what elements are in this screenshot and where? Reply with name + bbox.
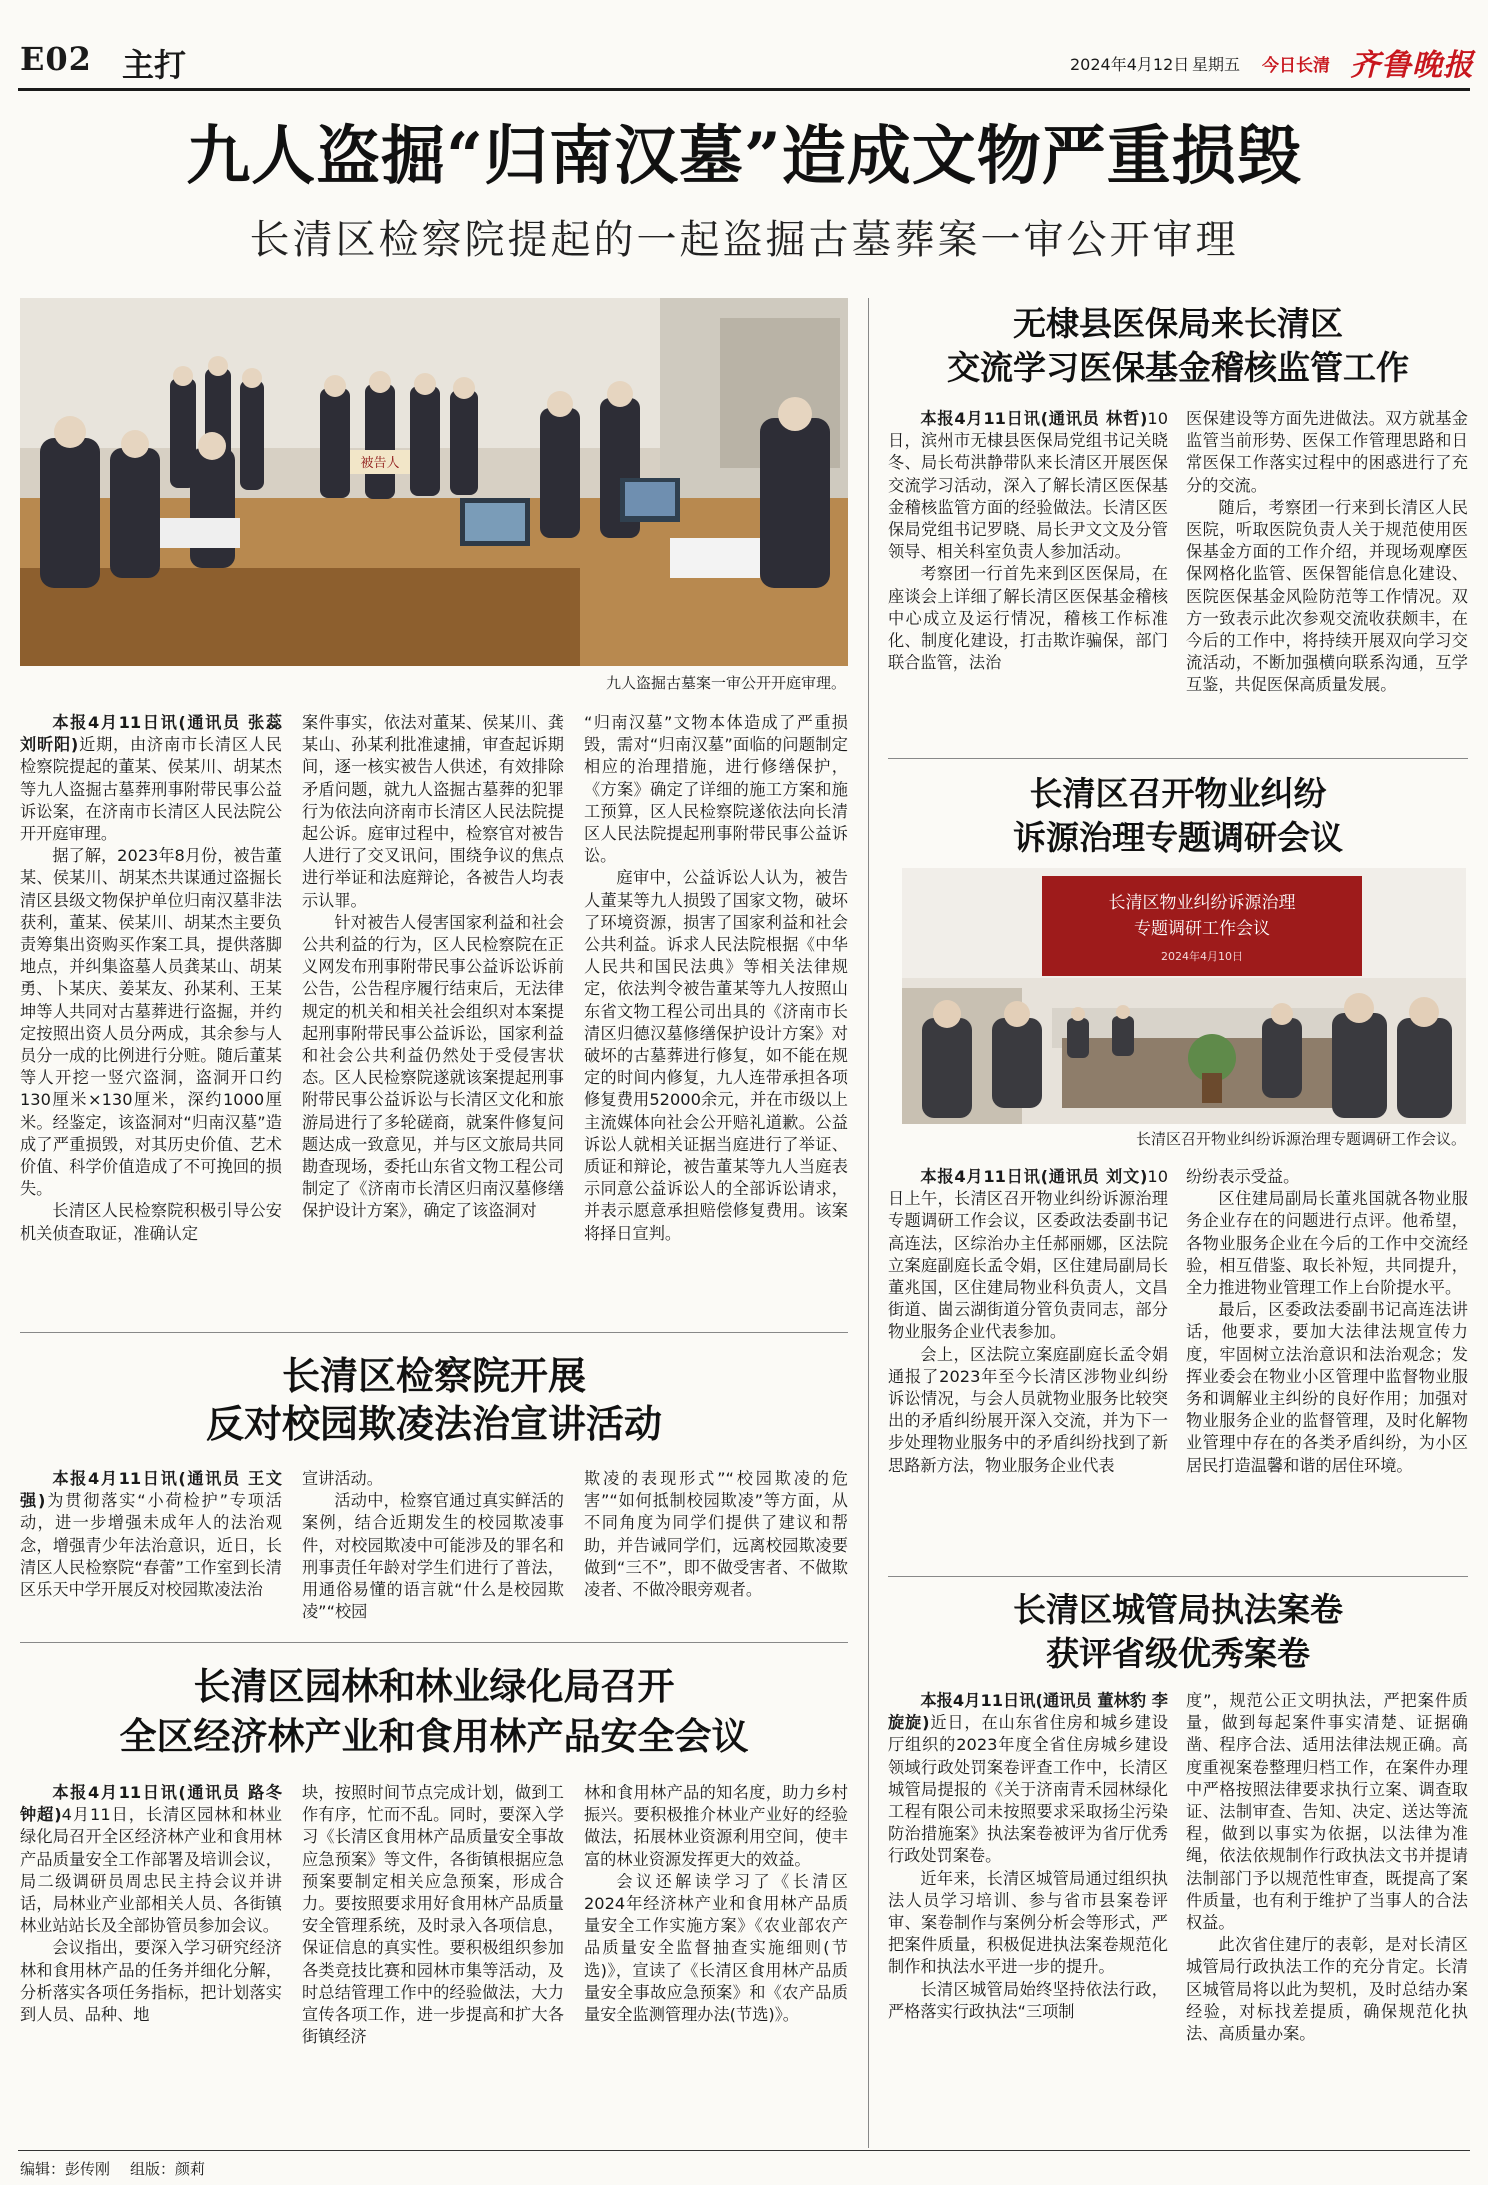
meeting-banner-date: 2024年4月10日 (1161, 950, 1243, 963)
forestry-story-para: 4月11日，长清区园林和林业绿化局召开全区经济林产业和食用林产品质量安全工作部署及培训会议，局二级调研员周忠民主持会议并讲话，局林业产业部相关人员、各街镇林业站站长及全部协管员参加会议。 (20, 1805, 282, 1936)
school-story-col1 (20, 1468, 282, 1628)
forestry-story-col1 (20, 1782, 282, 2142)
main-story-para: “归南汉墓”文物本体造成了严重损毁，需对“归南汉墓”面临的问题制定相应的治理措施，进行修缮保护，《方案》确定了详细的施工方案和施工预算，区人民检察院遂依法向长清区人民法院提起刑事附带民事公益诉讼。 (584, 713, 848, 866)
school-story-para: 欺凌的表现形式”“校园欺凌的危害”“如何抵制校园欺凌”等方面，从不同角度为同学们提供了建议和帮助，并告诫同学们，远离校园欺凌要做到“三不”，即不做受害者、不做欺凌者、不做冷眼旁观者。 (584, 1469, 848, 1600)
footer-rule (18, 2150, 1470, 2151)
section-divider (888, 758, 1468, 759)
section-name: 主打 (122, 46, 187, 84)
medical-story-para: 考察团一行首先来到区医保局，在座谈会上详细了解长清区医保基金稽核中心成立及运行情况，稽核工作标准化、制度化建设，打击欺诈骗保，部门联合监管，法治 (888, 564, 1168, 673)
school-story-para: 宣讲活动。 (302, 1469, 383, 1488)
meeting-photo (902, 868, 1466, 1124)
main-story-col2 (302, 712, 564, 1322)
property-headline-line2: 诉源治理专题调研会议 (1013, 818, 1343, 857)
medical-story-lead: 本报4月11日讯(通讯员 林哲) (920, 409, 1148, 428)
page-label: E02 (20, 40, 92, 78)
medical-story-col2 (1186, 408, 1468, 748)
main-subheadline: 长清区检察院提起的一起盗掘古墓葬案一审公开审理 (249, 217, 1239, 263)
main-story-para: 长清区人民检察院积极引导公安机关侦查取证，准确认定 (20, 1201, 282, 1243)
medical-headline-line1: 无棣县医保局来长清区 (1013, 304, 1343, 343)
medical-story-para: 10日，滨州市无棣县医保局党组书记关晓冬、局长苟洪静带队来长清区开展医保交流学习活动，深入了解长清区医保基金稽核监管方面的经验做法。长清区医保局党组书记罗晓、局长尹文文及分管领导、相关科室负责人参加活动。 (888, 409, 1168, 562)
property-story-para: 区住建局副局长董兆国就各物业服务企业存在的问题进行点评。他希望，各物业服务企业在今后的工作中交流经验，相互借鉴、取长补短，共同提升，全力推进物业管理工作上台阶提水平。 (1186, 1189, 1468, 1298)
medical-story-para: 医保建设等方面先进做法。双方就基金监管当前形势、医保工作管理思路和日常医保工作落实过程中的困惑进行了充分的交流。 (1186, 409, 1468, 495)
school-story-col3 (584, 1468, 848, 1628)
forestry-headline-line2: 全区经济林产业和食用林产品安全会议 (119, 1714, 749, 1758)
meeting-photo-caption: 长清区召开物业纠纷诉源治理专题调研工作会议。 (1135, 1130, 1466, 1148)
section-divider (888, 1576, 1468, 1577)
main-story-lead: 本报4月11日讯(通讯员 张蕊 刘昕阳) (20, 713, 282, 755)
property-story-lead: 本报4月11日讯(通讯员 刘文) (920, 1167, 1148, 1186)
meeting-banner-line2: 专题调研工作会议 (1134, 919, 1270, 939)
main-story-para: 案件事实，依法对董某、侯某川、龚某山、孙某利批准逮捕，审查起诉期间，逐一核实被告人供述，有效排除矛盾问题，就九人盗掘古墓葬的犯罪行为依法向济南市长清区人民法院提起公诉。庭审过程中，检察官对被告人进行了交叉讯问，围绕争议的焦点进行举证和法庭辩论，各被告人均表示认罪。 (302, 713, 564, 910)
section-divider (20, 1642, 848, 1643)
forestry-story-col2 (302, 1782, 564, 2142)
section-divider (20, 1332, 848, 1333)
medical-headline-line2: 交流学习医保基金稽核监管工作 (947, 348, 1409, 387)
property-story-col2 (1186, 1166, 1468, 1566)
urban-story-para: 度”，规范公正文明执法，严把案件质量，做到每起案件事实清楚、证据确凿、程序合法、适用法律法规正确。高度重视案卷整理归档工作，在案件办理中严格按照法律要求执行立案、调查取证、法制审查、告知、决定、送达等流程，做到以事实为依据，以法律为准绳，依法依规制作行政执法文书并提请法制部门予以规范性审查，既提高了案件质量，也有利于维护了当事人的合法权益。 (1186, 1691, 1468, 1933)
urban-story-para: 长清区城管局始终坚持依法行政，严格落实行政执法“三项制 (888, 1979, 1168, 2021)
school-headline-line1: 长清区检察院开展 (281, 1353, 586, 1398)
property-story-para: 10日上午，长清区召开物业纠纷诉源治理专题调研工作会议，区委政法委副书记高连法，区综治办主任郝丽娜，区法院立案庭副庭长孟令娟，区住建局副局长董兆国，区住建局物业科负责人，文昌街道、崮云湖街道分管负责同志，部分物业服务企业代表参加。 (888, 1167, 1168, 1342)
urban-story-para: 此次省住建厅的表彰，是对长清区城管局行政执法工作的充分肯定。长清区城管局将以此为契机，及时总结办案经验，对标找差提质，确保规范化执法、高质量办案。 (1186, 1935, 1468, 2044)
school-story-para: 活动中，检察官通过真实鲜活的案例，结合近期发生的校园欺凌事件，对校园欺凌中可能涉及的罪名和刑事责任年龄对学生们进行了普法，用通俗易懂的语言就“什么是校园欺凌”“校园 (302, 1491, 564, 1622)
header-rule (18, 88, 1470, 91)
urban-story-para: 近年来，长清区城管局通过组织执法人员学习培训、参与省市县案卷评审、案卷制作与案例分析会等形式，严把案件质量，积极促进执法案卷规范化制作和执法水平进一步的提升。 (888, 1868, 1168, 1977)
property-headline-line1: 长清区召开物业纠纷 (1029, 774, 1327, 813)
main-story-col1 (20, 712, 282, 1322)
footer-layout: 组版：颜莉 (130, 2160, 206, 2178)
property-story-para: 纷纷表示受益。 (1186, 1167, 1300, 1186)
meeting-photo-illustration (902, 868, 1466, 1124)
main-headline: 九人盗掘“归南汉墓”造成文物严重损毁 (186, 119, 1302, 194)
school-story-col2 (302, 1468, 564, 1628)
main-story-para: 庭审中，公益诉讼人认为，被告人董某等九人损毁了国家文物，破坏了环境资源，损害了国家利益和社会公共利益。诉求人民法院根据《中华人民共和国民法典》等相关法律规定，依法判令被告董某等九人按照山东省文物工程公司出具的《济南市长清区归德汉墓修缮保护设计方案》对破坏的古墓葬进行修复，如不能在规定的时间内修复，九人连带承担各项修复费用52000余元，并在市级以上主流媒体向社会公开赔礼道歉。公益诉讼人就相关证据当庭进行了举证、质证和辩论，被告董某等九人当庭表示同意公益诉讼人的全部诉讼请求，并表示愿意承担赔偿修复费用。该案将择日宣判。 (584, 868, 848, 1243)
issue-date: 2024年4月12日 (1070, 55, 1190, 74)
courtroom-photo (20, 298, 848, 666)
meeting-banner-line1: 长清区物业纠纷诉源治理 (1108, 893, 1296, 913)
footer-editor: 编辑：彭传刚 (20, 2160, 111, 2178)
edition-name: 今日长清 (1262, 56, 1330, 76)
main-story-para: 针对被告人侵害国家利益和社会公共利益的行为，区人民检察院在正义网发布刑事附带民事公益诉讼诉前公告，公告程序履行结束后，无法律规定的机关和相关社会组织对本案提起刑事附带民事公益诉讼，国家利益和社会公共利益仍然处于受侵害状态。区人民检察院遂就该案提起刑事附带民事公益诉讼与长清区文化和旅游局进行了多轮磋商，就案件修复问题达成一致意见，并与区文旅局共同勘查现场，委托山东省文物工程公司制定了《济南市长清区归南汉墓修缮保护设计方案》，确定了该盗洞对 (302, 912, 564, 1221)
forestry-story-para: 会议指出，要深入学习研究经济林和食用林产品的任务并细化分解，分析落实各项任务指标，把计划落实到人员、品种、地 (20, 1938, 282, 2025)
forestry-story-lead: 本报4月11日讯(通讯员 路冬 钟超) (20, 1783, 282, 1825)
forestry-story-para: 块，按照时间节点完成计划，做到工作有序，忙而不乱。同时，要深入学习《长清区食用林产品质量安全事故应急预案》等文件，各街镇根据应急预案要制定相关应急预案，形成合力。要按照要求用好食用林产品质量安全管理系统，及时录入各项信息，保证信息的真实性。要积极组织参加各类竞技比赛和园林市集等活动，及时总结管理工作中的经验做法，大力宣传各项工作，进一步提高和扩大各街镇经济 (302, 1783, 564, 2047)
forestry-story-para: 林和食用林产品的知名度，助力乡村振兴。要积极推介林业产业好的经验做法，拓展林业资源利用空间，使丰富的林业资源发挥更大的效益。 (584, 1783, 848, 1869)
issue-weekday: 星期五 (1192, 55, 1241, 74)
defendant-placard: 被告人 (360, 456, 400, 471)
forestry-story-para: 会议还解读学习了《长清区2024年经济林产业和食用林产品质量安全工作实施方案》《农业部农产品质量安全监督抽查实施细则(节选)》，宣读了《长清区食用林产品质量安全事故应急预案》和《农产品质量安全监测管理办法(节选)》。 (584, 1871, 848, 2025)
urban-headline-line2: 获评省级优秀案卷 (1046, 1634, 1310, 1673)
property-story-para: 最后，区委政法委副书记高连法讲话，他要求，要加大法律法规宣传力度，牢固树立法治意识和法治观念；发挥业委会在物业小区管理中监督物业服务和调解业主纠纷的良好作用；加强对物业服务企业的监督管理，及时化解物业管理中存在的各类矛盾纠纷，为小区居民打造温馨和谐的居住环境。 (1186, 1300, 1468, 1475)
property-story-col1 (888, 1166, 1168, 1566)
medical-story-col1 (888, 408, 1168, 748)
urban-story-para: 近日，在山东省住房和城乡建设厅组织的2023年度全省住房城乡建设领域行政处罚案卷评查工作中，长清区城管局提报的《关于济南青禾园林绿化工程有限公司未按照要求采取扬尘污染防治措施案》执法案卷被评为省厅优秀行政处罚案卷。 (888, 1713, 1168, 1866)
column-divider (868, 298, 869, 2148)
main-story-para: 据了解，2023年8月份，被告董某、侯某川、胡某杰共谋通过盗掘长清区县级文物保护单位归南汉墓非法获利，董某、侯某川、胡某杰主要负责筹集出资购买作案工具，提供落脚地点，并纠集盗墓人员龚某山、胡某勇、卜某庆、姜某友、孙某利、王某坤等人共同对古墓葬进行盗掘，并约定按照出资人员分两成，其余参与人员分一成的比例进行分赃。随后董某等人开挖一竖穴盗洞，盗洞开口约130厘米×130厘米，深约1000厘米。经鉴定，该盗洞对“归南汉墓”造成了严重损毁，对其历史价值、艺术价值、科学价值造成了不可挽回的损失。 (20, 846, 282, 1199)
property-story-para: 会上，区法院立案庭副庭长孟令娟通报了2023年至今长清区涉物业纠纷诉讼情况，与会人员就物业服务比较突出的矛盾纠纷展开深入交流，并为下一步处理物业服务中的矛盾纠纷找到了新思路新方法，物业服务企业代表 (888, 1344, 1168, 1475)
masthead-logo: 齐鲁晚报 (1350, 48, 1474, 83)
school-story-lead: 本报4月11日讯(通讯员 王文强) (20, 1469, 282, 1511)
forestry-story-col3 (584, 1782, 848, 2142)
urban-headline-line1: 长清区城管局执法案卷 (1013, 1590, 1343, 1629)
main-story-para: 近期，由济南市长清区人民检察院提起的董某、侯某川、胡某杰等九人盗掘古墓葬刑事附带民事公益诉讼案，在济南市长清区人民法院公开开庭审理。 (20, 735, 282, 844)
main-story-col3 (584, 712, 848, 1322)
urban-story-col1 (888, 1690, 1168, 2142)
urban-story-col2 (1186, 1690, 1468, 2142)
courtroom-photo-caption: 九人盗掘古墓案一审公开开庭审理。 (605, 674, 846, 692)
urban-story-lead: 本报4月11日讯(通讯员 董林豹 李旋旋) (888, 1691, 1168, 1733)
school-headline-line2: 反对校园欺凌法治宣讲活动 (205, 1401, 662, 1446)
forestry-headline-line1: 长清区园林和林业绿化局召开 (193, 1664, 675, 1708)
medical-story-para: 随后，考察团一行来到长清区人民医院，听取医院负责人关于规范使用医保基金方面的工作介绍，并现场观摩医保网格化监管、医保智能信息化建设、医院医保基金风险防范等工作情况。双方一致表示此次参观交流收获颇丰，在今后的工作中，将持续开展双向学习交流活动，不断加强横向联系沟通，互学互鉴，共促医保高质量发展。 (1186, 497, 1468, 695)
school-story-para: 为贯彻落实“小荷检护”专项活动，进一步增强未成年人的法治观念，增强青少年法治意识，近日，长清区人民检察院“春蕾”工作室到长清区乐天中学开展反对校园欺凌法治 (20, 1491, 282, 1600)
courtroom-photo-illustration (20, 298, 848, 666)
